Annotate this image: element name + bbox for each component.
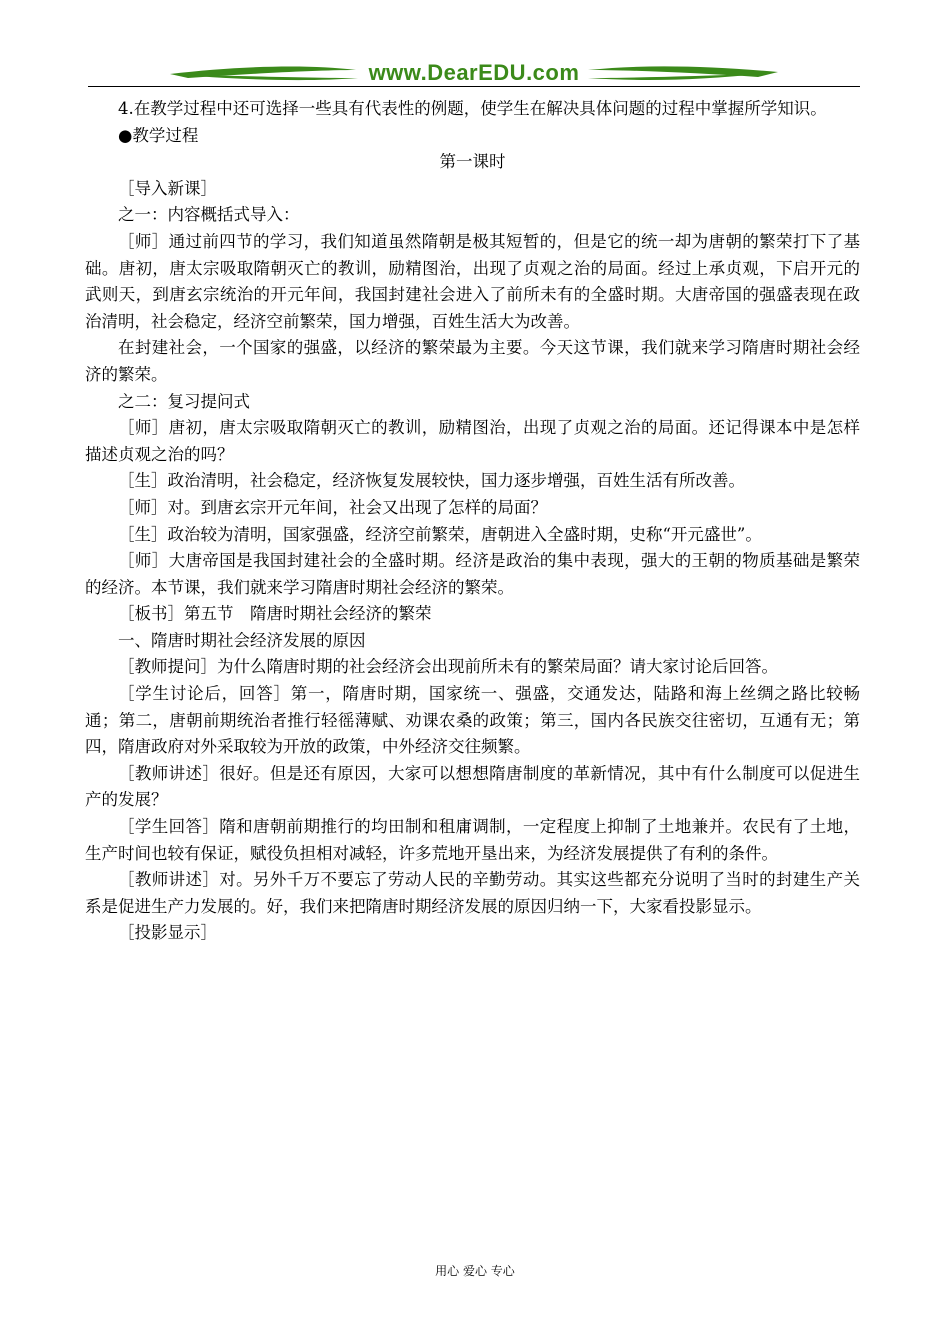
paragraph: 在封建社会，一个国家的强盛，以经济的繁荣最为主要。今天这节课，我们就来学习隋唐时期社会经济的繁荣。 bbox=[85, 338, 860, 384]
header-rule bbox=[88, 86, 860, 87]
paragraph: ［教师提问］为什么隋唐时期的社会经济会出现前所未有的繁荣局面？请大家讨论后回答。 bbox=[118, 657, 778, 677]
page-header bbox=[88, 58, 860, 92]
paragraph: 之二：复习提问式 bbox=[118, 391, 250, 411]
section-heading: 第一课时 bbox=[439, 152, 506, 172]
site-logo-text: www.DearEDU.com bbox=[368, 60, 580, 85]
paragraph: ［导入新课］ bbox=[118, 178, 217, 198]
paragraph: ［师］大唐帝国是我国封建社会的全盛时期。经济是政治的集中表现，强大的王朝的物质基础是繁荣的经济。本节课，我们就来学习隋唐时期社会经济的繁荣。 bbox=[85, 551, 860, 597]
paragraph: ［生］政治清明，社会稳定，经济恢复发展较快，国力逐步增强，百姓生活有所改善。 bbox=[118, 471, 745, 491]
paragraph: ［师］通过前四节的学习，我们知道虽然隋朝是极其短暂的，但是它的统一却为唐朝的繁荣打下了基础。唐初，唐太宗吸取隋朝灭亡的教训，励精图治，出现了贞观之治的局面。经过上承贞观，下启开元的武则天，到唐玄宗统治的开元年间，我国封建社会进入了前所未有的全盛时期。大唐帝国的强盛表现在政治清明，社会稳定，经济空前繁荣，国力增强，百姓生活大为改善。 bbox=[85, 231, 860, 331]
paragraph: ●教学过程 bbox=[118, 125, 199, 145]
paragraph: ［学生回答］隋和唐朝前期推行的均田制和租庸调制，一定程度上抑制了土地兼并。农民有了土地，生产时间也较有保证，赋役负担相对减轻，许多荒地开垦出来，为经济发展提供了有利的条件。 bbox=[85, 817, 860, 863]
paragraph: 之一：内容概括式导入： bbox=[118, 205, 300, 225]
paragraph: ［生］政治较为清明，国家强盛，经济空前繁荣，唐朝进入全盛时期，史称“开元盛世”。 bbox=[118, 524, 762, 544]
paragraph: 4.在教学过程中还可选择一些具有代表性的例题，使学生在解决具体问题的过程中掌握所学知识。 bbox=[118, 99, 827, 118]
document-body bbox=[85, 96, 860, 947]
paragraph: ［学生讨论后，回答］第一，隋唐时期，国家统一、强盛，交通发达，陆路和海上丝绸之路比较畅通；第二，唐朝前期统治者推行轻徭薄赋、劝课农桑的政策；第三，国内各民族交往密切，互通有无；第四，隋唐政府对外采取较为开放的政策，中外经济交往频繁。 bbox=[85, 684, 860, 757]
page-footer: 用心 爱心 专心 bbox=[435, 1264, 515, 1278]
paragraph: 一、隋唐时期社会经济发展的原因 bbox=[118, 630, 366, 650]
paragraph: ［教师讲述］对。另外千万不要忘了劳动人民的辛勤劳动。其实这些都充分说明了当时的封建生产关系是促进生产力发展的。好，我们来把隋唐时期经济发展的原因归纳一下，大家看投影显示。 bbox=[85, 870, 860, 916]
paragraph: ［板书］第五节 隋唐时期社会经济的繁荣 bbox=[118, 604, 432, 624]
paragraph: ［投影显示］ bbox=[118, 923, 217, 943]
paragraph: ［师］对。到唐玄宗开元年间，社会又出现了怎样的局面？ bbox=[118, 497, 547, 517]
paragraph: ［师］唐初，唐太宗吸取隋朝灭亡的教训，励精图治，出现了贞观之治的局面。还记得课本中是怎样描述贞观之治的吗？ bbox=[85, 418, 860, 464]
paragraph: ［教师讲述］很好。但是还有原因，大家可以想想隋唐制度的革新情况，其中有什么制度可以促进生产的发展？ bbox=[85, 763, 860, 810]
